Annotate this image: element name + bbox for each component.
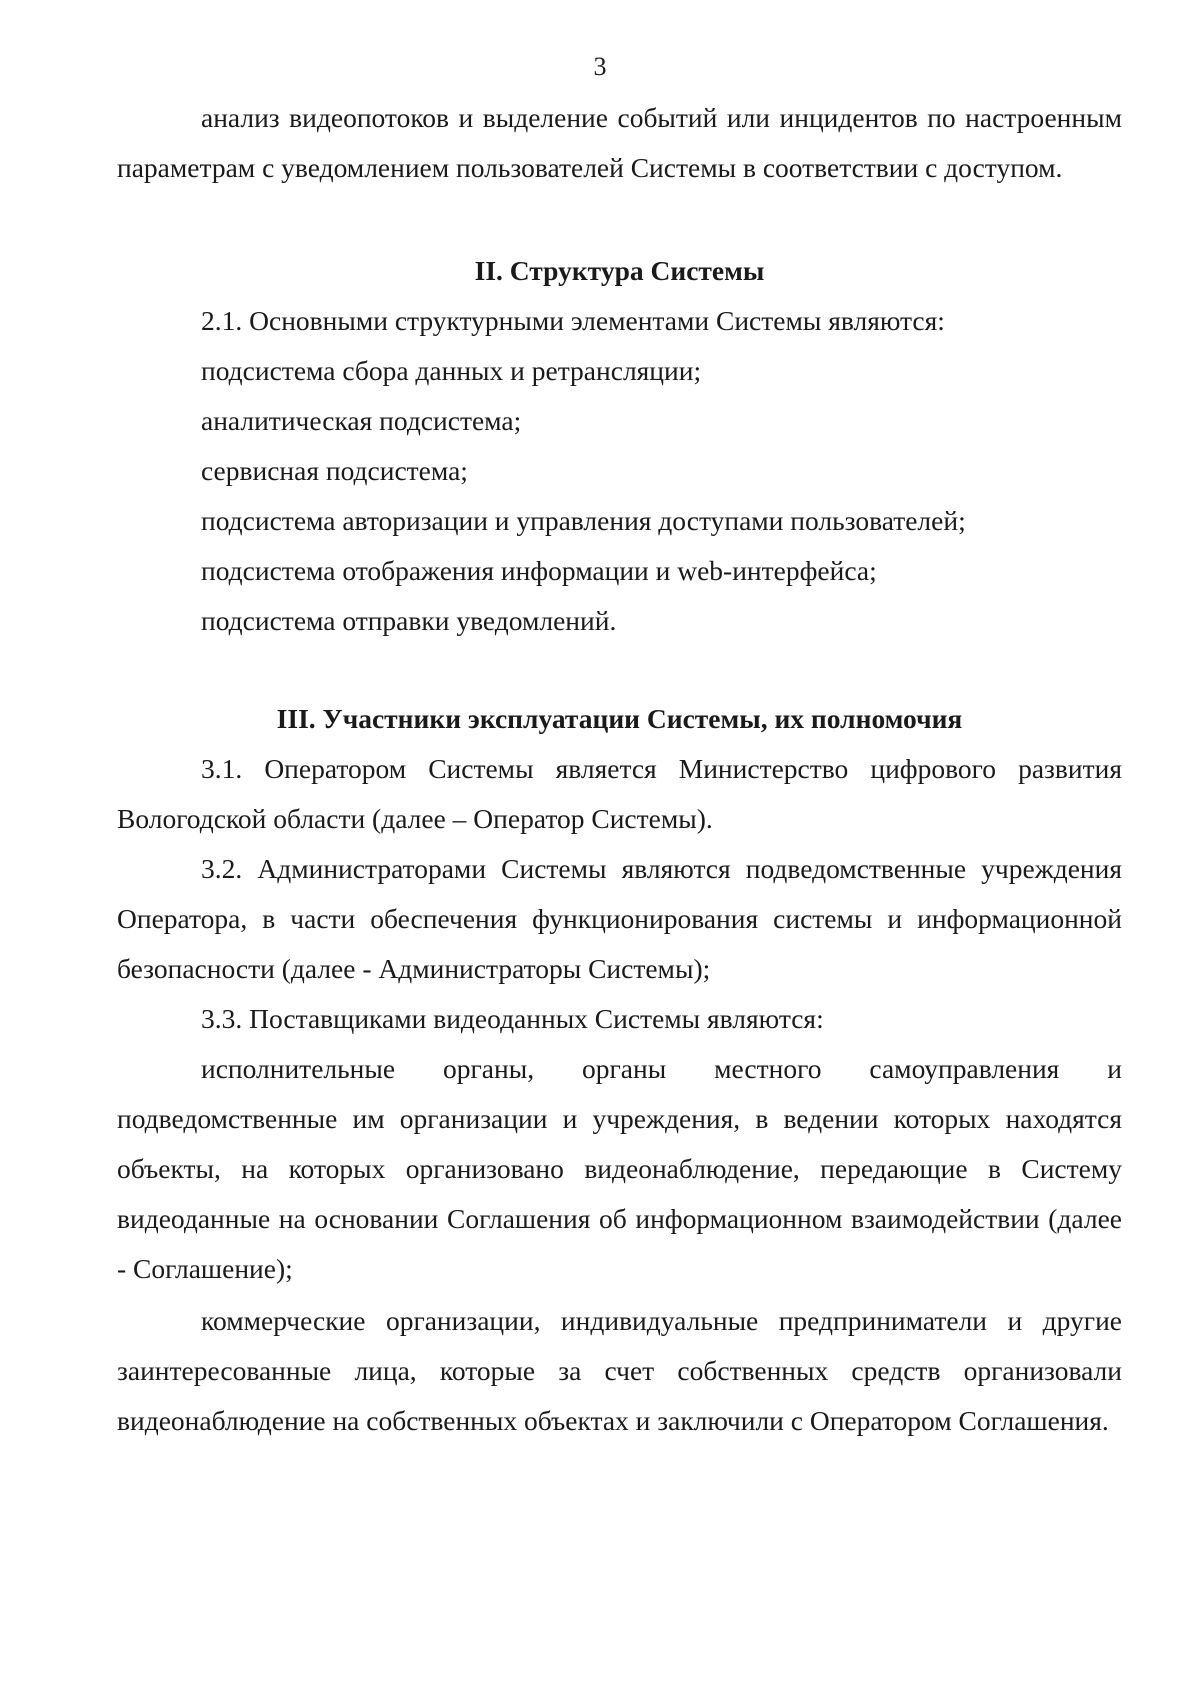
paragraph-3-2: 3.2. Администраторами Системы являются подведомственные учреждения Оператора, в части обеспечения функционирования системы и информационной безопасности (далее - Администраторы Системы); (117, 853, 1122, 984)
list-item: подсистема отображения информации и web-интерфейса; (201, 555, 877, 586)
intro-paragraph: анализ видеопотоков и выделение событий или инцидентов по настроенным параметрам с уведомлением пользователей Системы в соответствии с доступом. (117, 102, 1122, 183)
paragraph-3-3: 3.3. Поставщиками видеоданных Системы являются: (201, 1003, 824, 1034)
page-number: 3 (593, 52, 607, 81)
list-item: аналитическая подсистема; (201, 405, 522, 436)
section-2-lead: 2.1. Основными структурными элементами Системы являются: (201, 305, 945, 336)
paragraph-3-3-item-1: исполнительные органы, органы местного самоуправления и подведомственные им организации и учреждения, в ведении которых находятся объекты, на которых организовано видеонаблюдение, передающие в Систему видеоданные на основании Соглашения об информационном взаимодействии (далее - Соглашение); (117, 1053, 1122, 1284)
list-item: сервисная подсистема; (201, 455, 468, 486)
list-item: подсистема авторизации и управления доступами пользователей; (201, 505, 966, 536)
paragraph-3-1: 3.1. Оператором Системы является Министерство цифрового развития Вологодской области (далее – Оператор Системы). (117, 753, 1122, 834)
section-2-heading: II. Структура Системы (474, 255, 765, 286)
list-item: подсистема отправки уведомлений. (201, 605, 617, 636)
list-item: подсистема сбора данных и ретрансляции; (201, 355, 702, 386)
section-3-heading: III. Участники эксплуатации Системы, их полномочия (276, 703, 963, 734)
paragraph-3-3-item-2: коммерческие организации, индивидуальные предприниматели и другие заинтересованные лица, которые за счет собственных средств организовали видеонаблюдение на собственных объектах и заключили с Оператором Соглашения. (117, 1305, 1122, 1436)
page-content (117, 93, 1122, 1446)
